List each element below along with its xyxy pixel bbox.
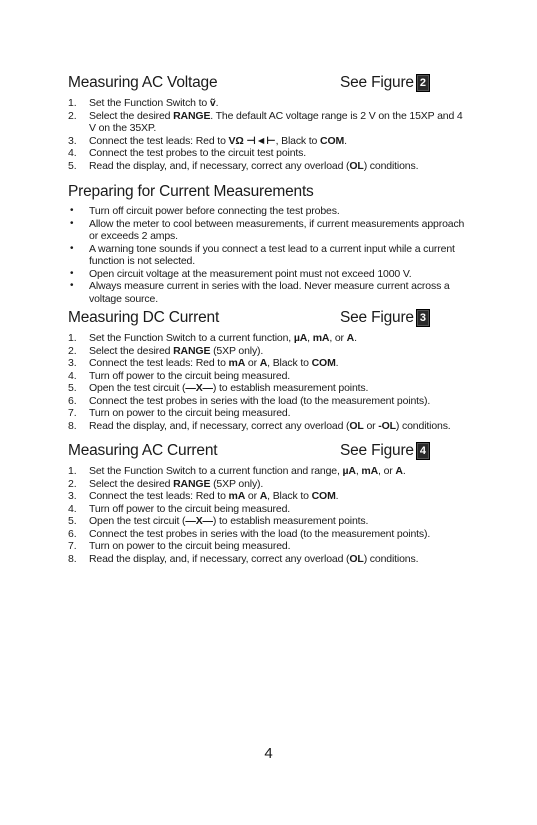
step-item bbox=[68, 515, 470, 528]
step-item bbox=[68, 395, 470, 408]
bullet-item bbox=[68, 268, 470, 281]
step-text: Connect the test leads: Red to bbox=[89, 134, 229, 147]
step-text: or bbox=[245, 490, 260, 502]
steps-list bbox=[68, 332, 470, 432]
section-current-prep bbox=[68, 183, 470, 305]
step-number: 3. bbox=[68, 357, 77, 369]
step-text: . bbox=[335, 490, 339, 502]
step-text: Open the test circuit ( bbox=[89, 382, 186, 394]
figure-reference bbox=[340, 74, 430, 92]
step-emphasis: A bbox=[259, 357, 268, 369]
bullet-dot-icon: • bbox=[70, 267, 74, 279]
bullet-dot-icon: • bbox=[70, 217, 74, 229]
section-title: Measuring AC Voltage bbox=[68, 74, 218, 91]
step-item bbox=[68, 478, 470, 491]
step-item bbox=[68, 110, 470, 135]
step-text: Turn on power to the circuit being measured. bbox=[89, 540, 291, 552]
step-number: 8. bbox=[68, 552, 77, 565]
step-number: 4. bbox=[68, 502, 77, 515]
step-number: 2. bbox=[68, 477, 77, 490]
step-text: . bbox=[354, 332, 357, 344]
step-item bbox=[68, 528, 470, 541]
bullet-item bbox=[68, 280, 470, 305]
step-text: Connect the test leads: Red to bbox=[89, 357, 229, 369]
step-item bbox=[68, 370, 470, 383]
step-text: Open the test circuit ( bbox=[89, 515, 186, 527]
step-item bbox=[68, 160, 470, 173]
step-text: Select the desired bbox=[89, 477, 174, 490]
step-number: 3. bbox=[68, 134, 77, 147]
step-emphasis: OL bbox=[349, 159, 364, 172]
step-text: Connect the test probes in series with the load (to the measurement points). bbox=[89, 527, 431, 540]
section-title: Preparing for Current Measurements bbox=[68, 183, 314, 200]
step-item bbox=[68, 420, 470, 433]
section-heading bbox=[68, 442, 470, 462]
step-emphasis: COM bbox=[320, 134, 345, 147]
bullet-item bbox=[68, 218, 470, 243]
step-number: 2. bbox=[68, 109, 77, 122]
step-number: 5. bbox=[68, 382, 77, 394]
bullet-item bbox=[68, 205, 470, 218]
step-emphasis: ṽ bbox=[209, 97, 216, 109]
step-emphasis: A bbox=[346, 332, 355, 344]
step-emphasis: mA bbox=[312, 332, 330, 344]
step-emphasis: RANGE bbox=[173, 109, 211, 122]
bullet-dot-icon: • bbox=[70, 205, 74, 216]
step-text: (5XP only). bbox=[210, 477, 264, 490]
figure-reference bbox=[340, 309, 430, 327]
step-text: , or bbox=[329, 332, 347, 344]
step-text: . bbox=[335, 357, 339, 369]
step-text: Turn off power to the circuit being measured. bbox=[89, 369, 291, 382]
step-item bbox=[68, 490, 470, 503]
step-text: ) to establish measurement points. bbox=[212, 515, 369, 527]
step-text: ) conditions. bbox=[395, 419, 451, 432]
step-text: (5XP only). bbox=[210, 344, 264, 357]
step-text: Connect the test probes to the circuit test points. bbox=[89, 147, 307, 159]
step-text: Connect the test leads: Red to bbox=[89, 490, 229, 502]
section-title: Measuring DC Current bbox=[68, 309, 220, 326]
step-number: 1. bbox=[68, 465, 77, 477]
step-text: Select the desired bbox=[89, 344, 174, 357]
section-title: Measuring AC Current bbox=[68, 442, 218, 459]
step-text: . bbox=[402, 465, 406, 477]
step-item bbox=[68, 97, 470, 110]
section-heading bbox=[68, 309, 470, 329]
step-item bbox=[68, 540, 470, 553]
step-item bbox=[68, 332, 470, 345]
steps-list bbox=[68, 97, 470, 172]
figure-reference bbox=[340, 442, 430, 460]
see-figure-label: See Figure bbox=[340, 442, 414, 459]
step-text: Read the display, and, if necessary, correct any overload ( bbox=[89, 159, 350, 172]
bullet-item bbox=[68, 243, 470, 268]
step-text: Select the desired bbox=[89, 109, 174, 122]
step-text: Read the display, and, if necessary, correct any overload ( bbox=[89, 552, 350, 565]
step-number: 4. bbox=[68, 147, 77, 159]
figure-number-badge: 3 bbox=[416, 309, 430, 327]
step-number: 1. bbox=[68, 332, 77, 344]
figure-number-badge: 4 bbox=[416, 442, 430, 460]
step-text: or bbox=[245, 357, 260, 369]
page-number: 4 bbox=[264, 745, 273, 762]
step-text: Connect the test probes in series with the load (to the measurement points). bbox=[89, 394, 431, 407]
step-number: 1. bbox=[68, 97, 77, 109]
bullet-dot-icon: • bbox=[70, 280, 74, 291]
step-item bbox=[68, 503, 470, 516]
step-text: ) conditions. bbox=[363, 552, 419, 565]
step-item bbox=[68, 147, 470, 160]
step-text: , bbox=[307, 332, 313, 344]
step-number: 7. bbox=[68, 407, 77, 419]
step-item bbox=[68, 135, 470, 148]
section-heading bbox=[68, 183, 470, 203]
step-item bbox=[68, 357, 470, 370]
step-number: 5. bbox=[68, 159, 77, 172]
step-emphasis: µA bbox=[293, 332, 308, 344]
step-text: , or bbox=[378, 465, 396, 477]
step-number: 7. bbox=[68, 540, 77, 552]
step-emphasis: OL bbox=[349, 552, 364, 565]
step-text: . The default AC voltage range is 2 V on the 15XP and 4 V on the 35XP. bbox=[89, 109, 463, 134]
step-number: 4. bbox=[68, 369, 77, 382]
step-item bbox=[68, 382, 470, 395]
step-text: Set the Function Switch to a current function and range, bbox=[89, 465, 343, 477]
bullet-text: Allow the meter to cool between measurements, if current measurements approach or exceeds 2 amps. bbox=[89, 217, 465, 242]
section-dc-current bbox=[68, 309, 470, 432]
step-emphasis: A bbox=[259, 490, 268, 502]
step-emphasis: COM bbox=[311, 490, 336, 502]
step-emphasis: —X— bbox=[185, 515, 213, 527]
step-text: , bbox=[355, 465, 362, 477]
step-item bbox=[68, 345, 470, 358]
bullet-text: Turn off circuit power before connecting the test probes. bbox=[89, 205, 340, 217]
step-text: Turn off power to the circuit being measured. bbox=[89, 502, 291, 515]
step-number: 5. bbox=[68, 515, 77, 527]
bullet-text: A warning tone sounds if you connect a test lead to a current input while a current function is not selected. bbox=[89, 242, 455, 267]
step-emphasis: COM bbox=[311, 357, 336, 369]
step-emphasis: RANGE bbox=[173, 344, 211, 357]
step-text: ) to establish measurement points. bbox=[212, 382, 369, 394]
figure-number-badge: 2 bbox=[416, 74, 430, 92]
step-emphasis: mA bbox=[361, 465, 379, 477]
step-text: Set the Function Switch to a current function, bbox=[89, 332, 294, 344]
step-text: , Black to bbox=[267, 490, 312, 502]
step-emphasis: —X— bbox=[185, 382, 213, 394]
step-emphasis: mA bbox=[228, 357, 246, 369]
bullet-list bbox=[68, 205, 470, 305]
step-text: . bbox=[344, 134, 347, 147]
step-number: 6. bbox=[68, 394, 77, 407]
step-item bbox=[68, 553, 470, 566]
step-text: , Black to bbox=[275, 134, 321, 147]
step-emphasis: -OL bbox=[378, 419, 396, 432]
section-ac-current bbox=[68, 442, 470, 565]
step-emphasis: VΩ ⊣◄⊢ bbox=[228, 134, 276, 147]
step-emphasis: OL bbox=[349, 419, 364, 432]
step-item bbox=[68, 407, 470, 420]
step-item bbox=[68, 465, 470, 478]
step-text: , Black to bbox=[267, 357, 312, 369]
see-figure-label: See Figure bbox=[340, 74, 414, 91]
bullet-dot-icon: • bbox=[70, 242, 74, 254]
step-text: . bbox=[215, 97, 219, 109]
section-ac-voltage bbox=[68, 74, 470, 172]
step-number: 6. bbox=[68, 527, 77, 540]
step-emphasis: RANGE bbox=[173, 477, 211, 490]
step-number: 2. bbox=[68, 344, 77, 357]
step-number: 8. bbox=[68, 419, 77, 432]
step-text: Read the display, and, if necessary, correct any overload ( bbox=[89, 419, 350, 432]
step-number: 3. bbox=[68, 490, 77, 502]
step-text: ) conditions. bbox=[363, 159, 419, 172]
step-text: or bbox=[363, 419, 379, 432]
step-text: Set the Function Switch to bbox=[89, 97, 210, 109]
bullet-text: Open circuit voltage at the measurement point must not exceed 1000 V. bbox=[89, 267, 412, 280]
section-heading bbox=[68, 74, 470, 94]
see-figure-label: See Figure bbox=[340, 309, 414, 326]
step-emphasis: mA bbox=[228, 490, 246, 502]
step-emphasis: A bbox=[395, 465, 403, 477]
bullet-text: Always measure current in series with the load. Never measure current across a voltage source. bbox=[89, 280, 450, 305]
steps-list bbox=[68, 465, 470, 565]
step-text: Turn on power to the circuit being measured. bbox=[89, 407, 291, 419]
step-emphasis: µA bbox=[342, 465, 356, 477]
